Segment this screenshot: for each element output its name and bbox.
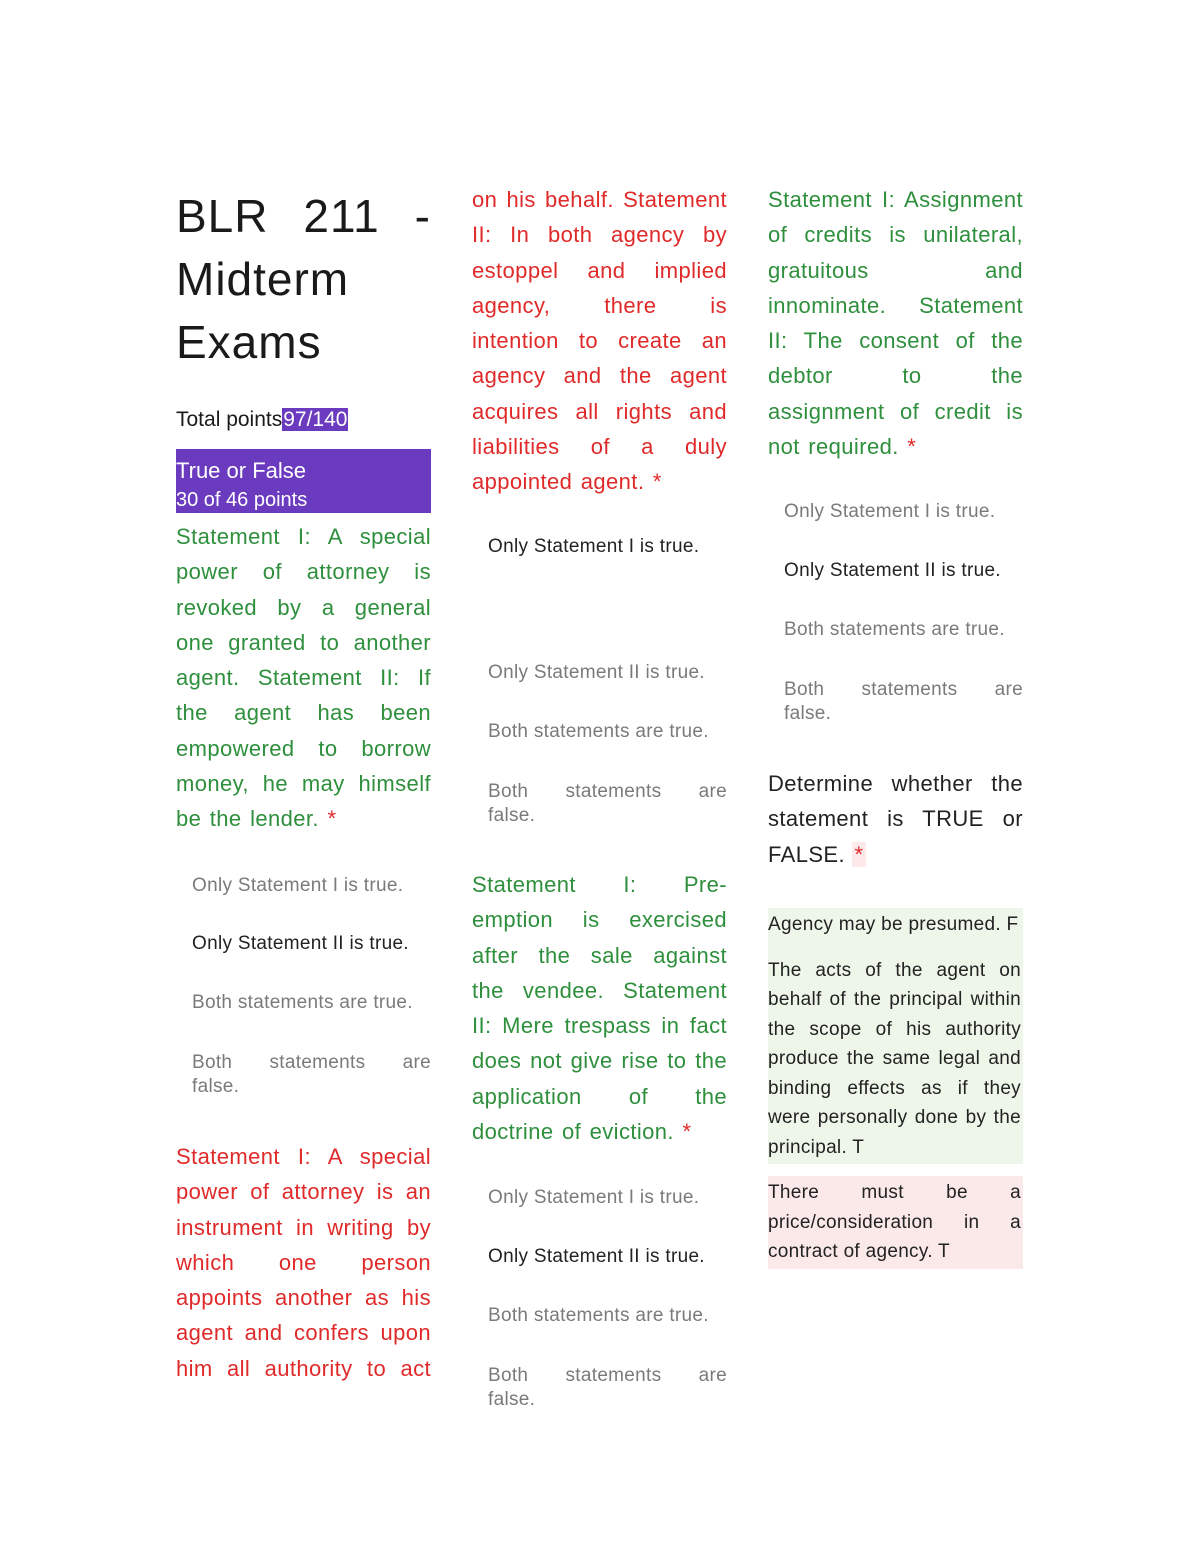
required-asterisk: *	[907, 434, 917, 460]
option-1[interactable]: Only Statement I is true.	[488, 1187, 700, 1208]
question-2-part-1	[176, 1139, 431, 1386]
option-3[interactable]: Both statements are true.	[784, 619, 1005, 640]
total-points	[176, 408, 348, 432]
option-4[interactable]: Both statements are false.	[488, 1365, 727, 1410]
question-text: Statement I: Pre-emption is exercised after the sale against the vendee. Statement II: Mere trespass in fact does not give rise to the application of the doctrine of eviction. *	[472, 872, 727, 1145]
option-2[interactable]: Only Statement II is true.	[488, 662, 705, 683]
option-3[interactable]: Both statements are true.	[192, 992, 413, 1013]
question-text: Statement I: A special power of attorney is revoked by a general one granted to another agent. Statement II: If the agent has been empowered to borrow money, he may himself be the lender. *	[176, 524, 431, 832]
required-asterisk: *	[852, 842, 867, 867]
section-points: 30 of 46 points	[176, 489, 308, 511]
question-3	[472, 867, 727, 1149]
question-2-part-2	[472, 182, 727, 500]
required-asterisk: *	[652, 469, 662, 495]
option-4[interactable]: Both statements are false.	[192, 1052, 431, 1097]
option-2-selected[interactable]: Only Statement II is true.	[488, 1246, 705, 1267]
question-4	[768, 182, 1023, 464]
option-1[interactable]: Only Statement I is true.	[192, 875, 404, 896]
required-asterisk: *	[327, 806, 337, 832]
option-4[interactable]: Both statements are false.	[488, 781, 727, 826]
total-points-value: 97/140	[283, 408, 348, 431]
option-2-selected[interactable]: Only Statement II is true.	[784, 560, 1001, 581]
required-asterisk: *	[682, 1119, 692, 1145]
question-text: Statement I: Assignment of credits is unilateral, gratuitous and innominate. Statement II: The consent of the debtor to the assignment of credit is not required. *	[768, 187, 1023, 460]
page-title: BLR 211 - Midterm Exams	[176, 190, 431, 368]
option-2-selected[interactable]: Only Statement II is true.	[192, 933, 409, 954]
question-text: Determine whether the statement is TRUE or FALSE. *	[768, 771, 1023, 867]
option-3[interactable]: Both statements are true.	[488, 1305, 709, 1326]
option-4[interactable]: Both statements are false.	[784, 679, 1023, 724]
answer-correct: Agency may be presumed. F	[768, 908, 1023, 942]
option-1-selected[interactable]: Only Statement I is true.	[488, 536, 700, 557]
answer-incorrect: There must be a price/consideration in a contract of agency. T	[768, 1176, 1023, 1269]
section-header	[176, 449, 431, 513]
section-title: True or False	[176, 458, 307, 483]
answer-correct: The acts of the agent on behalf of the principal within the scope of his authority produce the same legal and binding effects as if they were personally done by the principal. T	[768, 942, 1023, 1165]
question-text: Statement I: A special power of attorney is an instrument in writing by which one person appoints another as his agent and confers upon him all authority to act	[176, 1144, 431, 1381]
option-3[interactable]: Both statements are true.	[488, 721, 709, 742]
question-text: on his behalf. Statement II: In both agency by estoppel and implied agency, there is intention to create an agency and the agent acquires all rights and liabilities of a duly appointed agent. *	[472, 187, 727, 495]
option-1[interactable]: Only Statement I is true.	[784, 501, 996, 522]
question-1	[176, 519, 431, 837]
question-5	[768, 766, 1023, 872]
total-points-label: Total points	[176, 408, 283, 431]
answer-list	[768, 908, 1023, 1269]
